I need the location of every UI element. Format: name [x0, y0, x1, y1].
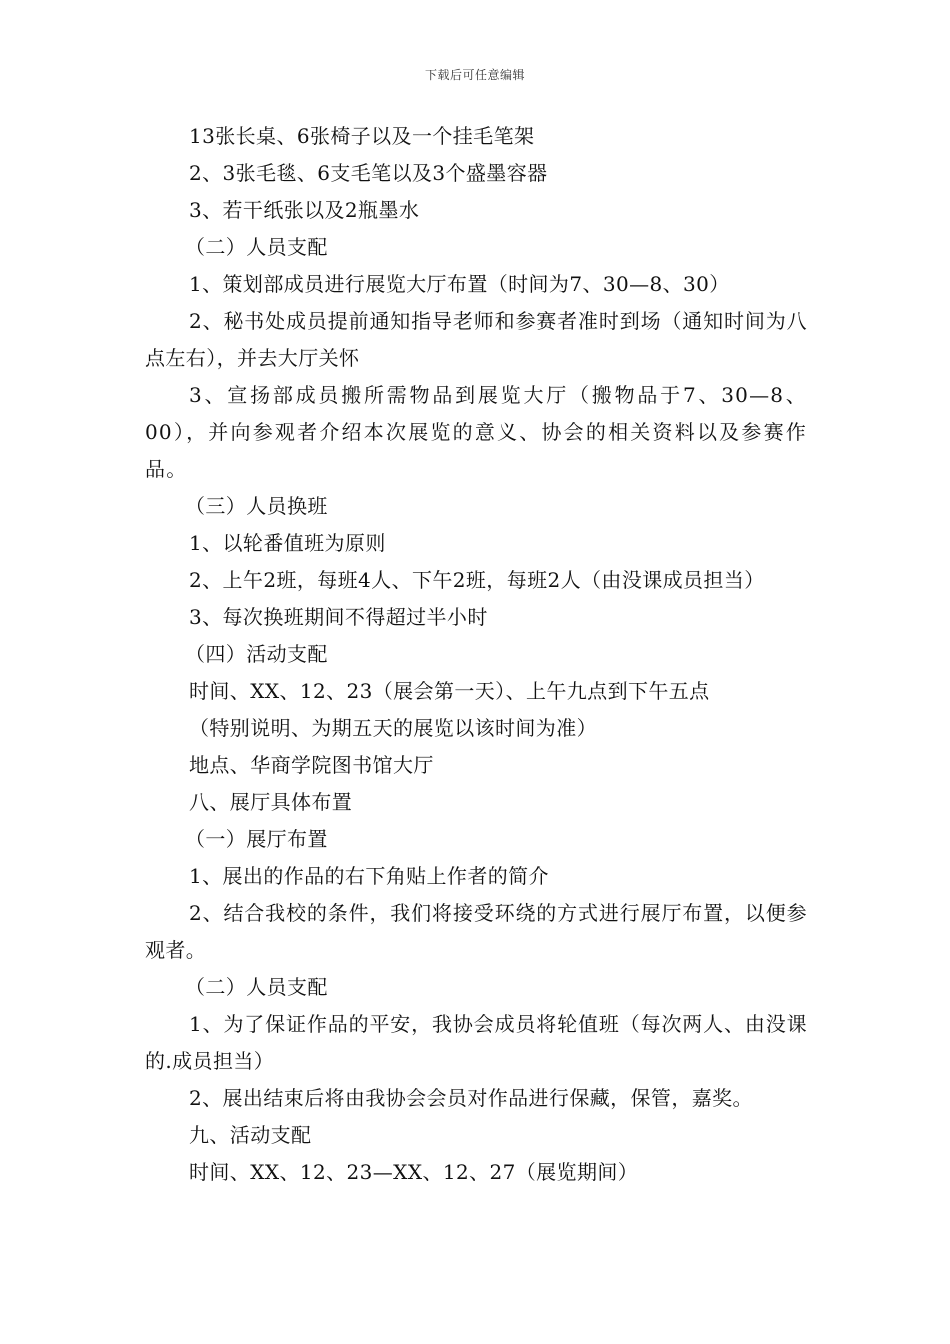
paragraph: 2、3张毛毯、6支毛笔以及3个盛墨容器 [189, 161, 548, 185]
section-heading: 八、展厅具体布置 [189, 790, 353, 814]
paragraph: 地点、华商学院图书馆大厅 [189, 753, 434, 777]
paragraph: 2、秘书处成员提前通知指导老师和参赛者准时到场（通知时间为八点左右），并去大厅关怀 [145, 309, 807, 370]
paragraph: 3、宣扬部成员搬所需物品到展览大厅（搬物品于7、30—8、00），并向参观者介绍本次展览的意义、协会的相关资料以及参赛作品。 [145, 383, 807, 481]
page-header: 下载后可任意编辑 [424, 68, 525, 82]
section-heading: （二）人员支配 [185, 975, 328, 999]
paragraph: 时间、XX、12、23—XX、12、27（展览期间） [189, 1160, 639, 1184]
section-heading: （二）人员支配 [185, 235, 328, 259]
paragraph: 2、展出结束后将由我协会会员对作品进行保藏，保管，嘉奖。 [189, 1086, 753, 1110]
paragraph: 1、策划部成员进行展览大厅布置（时间为7、30—8、30） [189, 272, 730, 296]
paragraph: 13张长桌、6张椅子以及一个挂毛笔架 [189, 124, 535, 148]
section-heading: （三）人员换班 [185, 494, 328, 518]
paragraph: 时间、XX、12、23（展会第一天）、上午九点到下午五点 [189, 679, 710, 703]
section-heading: 九、活动支配 [189, 1123, 312, 1147]
section-heading: （四）活动支配 [185, 642, 328, 666]
paragraph: 3、每次换班期间不得超过半小时 [189, 605, 488, 629]
section-heading: （一）展厅布置 [185, 827, 328, 851]
paragraph: 1、展出的作品的右下角贴上作者的简介 [189, 864, 549, 888]
paragraph: 1、为了保证作品的平安，我协会成员将轮值班（每次两人、由没课的.成员担当） [145, 1012, 807, 1073]
document-body [145, 118, 807, 1191]
paragraph: （特别说明、为期五天的展览以该时间为准） [189, 716, 597, 740]
paragraph: 2、上午2班，每班4人、下午2班，每班2人（由没课成员担当） [189, 568, 765, 592]
paragraph: 1、以轮番值班为原则 [189, 531, 386, 555]
paragraph: 2、结合我校的条件，我们将接受环绕的方式进行展厅布置，以便参观者。 [145, 901, 807, 962]
paragraph: 3、若干纸张以及2瓶墨水 [189, 198, 420, 222]
